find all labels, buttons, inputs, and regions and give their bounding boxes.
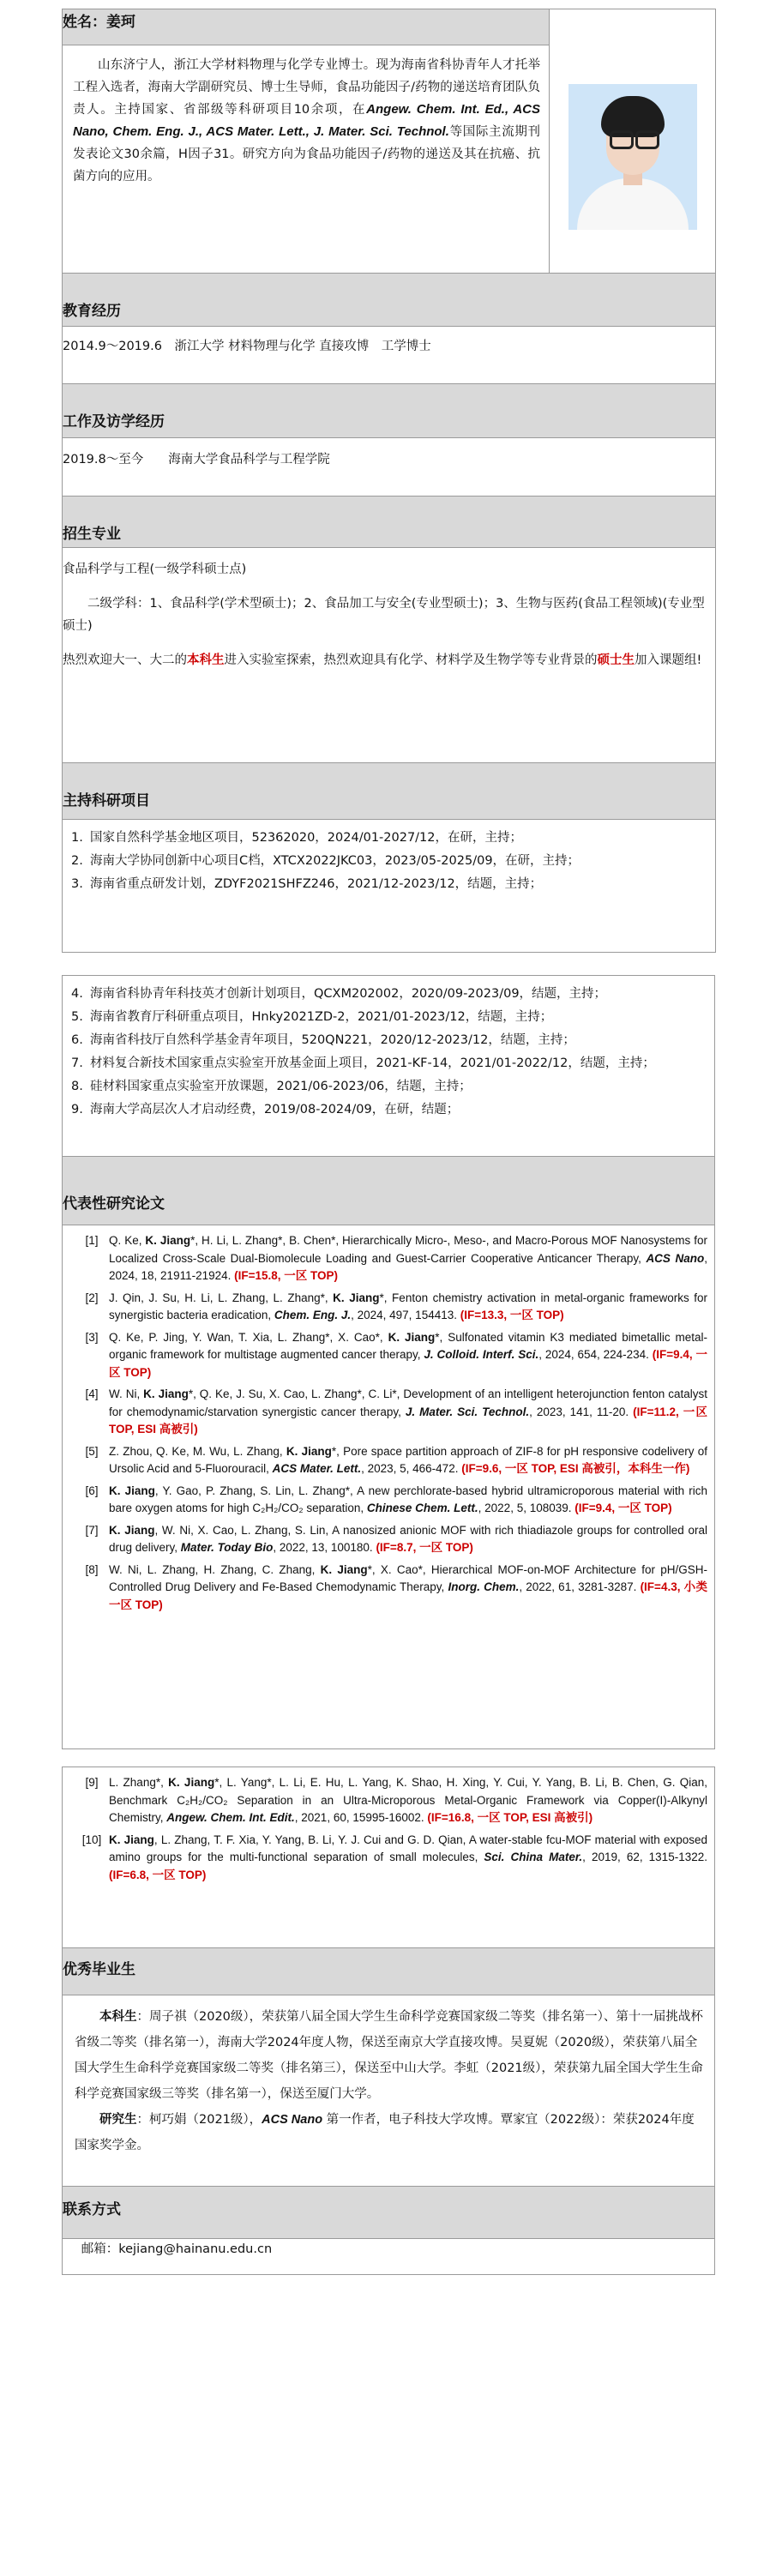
- paper-impact-factor: (IF=9.4, 一区 TOP): [574, 1502, 672, 1514]
- grad-paragraph: 研究生：柯巧娟（2021级），ACS Nano 第一作者，电子科技大学攻博。覃家宜（2022级）：荣获2024年度国家奖学金。: [75, 2113, 695, 2152]
- paper-journal: ACS Mater. Lett.: [272, 1462, 362, 1475]
- paper-item: [75, 1832, 707, 1885]
- paper-citation: [109, 1832, 707, 1885]
- paper-author-highlight: K. Jiang: [320, 1562, 368, 1576]
- paper-journal: Chinese Chem. Lett.: [366, 1502, 478, 1514]
- project-item: [71, 983, 707, 1006]
- paper-impact-factor: (IF=9.4, 一区 TOP): [109, 1348, 707, 1379]
- project-item: [71, 850, 708, 873]
- project-number: 3.: [71, 877, 83, 891]
- paper-number: [3]: [85, 1330, 99, 1344]
- paper-number: [1]: [85, 1234, 99, 1247]
- project-number: 6.: [71, 1033, 83, 1047]
- project-number: 2.: [71, 854, 83, 868]
- paper-authors: J. Qin, J. Su, H. Li, L. Zhang, L. Zhang*,: [109, 1291, 334, 1304]
- paper-journal: Angew. Chem. Int. Edit.: [166, 1811, 295, 1824]
- education-entry: 2014.9～2019.6 浙江大学 材料物理与化学 直接攻博 工学博士: [63, 327, 716, 384]
- paper-number: [5]: [85, 1444, 99, 1458]
- cv-table-2: [62, 975, 715, 1749]
- cv-table-3: [62, 1766, 715, 2275]
- paper-author-highlight: K. Jiang: [333, 1291, 380, 1304]
- paper-authors: Z. Zhou, Q. Ke, M. Wu, L. Zhang,: [109, 1444, 286, 1458]
- paper-journal: Mater. Today Bio: [180, 1541, 274, 1554]
- project-item: [71, 1006, 707, 1029]
- project-text: 海南省科协青年科技英才创新计划项目，QCXM202002，2020/09-2023/09，结题，主持；: [90, 987, 607, 1001]
- name-label: 姓名：姜珂: [63, 14, 135, 31]
- project-item: [71, 1098, 707, 1122]
- paper-citation: [109, 1483, 707, 1518]
- paper-number: [4]: [85, 1387, 99, 1400]
- cv-table: [62, 9, 716, 953]
- paper-citation: [109, 1386, 707, 1439]
- project-item: [71, 1075, 707, 1098]
- project-text: 海南省教育厅科研重点项目，Hnky2021ZD-2，2021/01-2023/12，结题，主持；: [90, 1010, 553, 1024]
- paper-title: , W. Ni, X. Cao, L. Zhang, S. Lin, A nanosized anionic MOF with rich thiadiazole groups for controlled oral drug delivery,: [109, 1523, 707, 1554]
- project-number: 4.: [71, 987, 83, 1001]
- projects-list-1: [63, 820, 716, 953]
- paper-item: [75, 1774, 707, 1827]
- students-body: [63, 1995, 715, 2187]
- paper-number: [7]: [85, 1523, 99, 1537]
- paper-title: *, Q. Ke, J. Su, X. Cao, L. Zhang*, C. Li*, Development of an intelligent heterojunction fenton catalyst for chemodynamic/starvation synergistic cancer therapy,: [109, 1387, 708, 1418]
- paper-volume: , 2021, 60, 15995-16002.: [294, 1811, 428, 1824]
- project-text: 国家自然科学基金地区项目，52362020，2024/01-2027/12，在研，主持；: [90, 831, 523, 845]
- paper-volume: , 2022, 13, 100180.: [273, 1541, 376, 1554]
- paper-volume: , 2024, 18, 21911-21924.: [109, 1251, 707, 1282]
- paper-citation: [109, 1774, 707, 1827]
- contact-header: 联系方式: [63, 2187, 715, 2239]
- work-entry: 2019.8～至今 海南大学食品科学与工程学院: [63, 438, 716, 497]
- project-number: 8.: [71, 1080, 83, 1093]
- paper-title: *, Pore space partition approach of ZIF-8 for pH responsive codelivery of Ursolic Acid and 5-Fluorouracil,: [109, 1444, 707, 1475]
- paper-number: [10]: [81, 1833, 102, 1846]
- portrait-photo: [568, 84, 697, 230]
- paper-volume: , 2022, 61, 3281-3287.: [519, 1580, 641, 1593]
- paper-authors: W. Ni,: [109, 1387, 144, 1400]
- paper-impact-factor: (IF=9.6, 一区 TOP, ESI 高被引，本科生一作): [461, 1462, 690, 1475]
- project-number: 5.: [71, 1010, 83, 1024]
- paper-author-highlight: K. Jiang: [109, 1484, 155, 1497]
- paper-volume: , 2023, 141, 11-20.: [529, 1405, 634, 1418]
- paper-journal: J. Mater. Sci. Technol.: [405, 1405, 530, 1418]
- paper-author-highlight: K. Jiang: [286, 1444, 332, 1458]
- paper-item: [75, 1483, 707, 1518]
- paper-author-highlight: K. Jiang: [143, 1387, 189, 1400]
- paper-authors: L. Zhang*,: [109, 1776, 169, 1789]
- paper-title: , L. Zhang, T. F. Xia, Y. Yang, B. Li, Y. J. Cui and G. D. Qian, A water-stable fcu-MOF material with exposed amino groups for the multi-functional separation of small molecules,: [109, 1833, 707, 1863]
- paper-volume: , 2024, 654, 224-234.: [538, 1348, 653, 1361]
- paper-citation: [109, 1232, 707, 1285]
- intro-cell: [63, 45, 550, 274]
- papers-list-2: [63, 1767, 715, 1948]
- work-header: 工作及访学经历: [63, 384, 716, 438]
- projects-header: 主持科研项目: [63, 763, 716, 820]
- paper-citation: [109, 1290, 707, 1325]
- paper-title: *, X. Cao*, Hierarchical MOF-on-MOF Architecture for pH/GSH-Controlled Drug Delivery and Fe-Based Chemodynamic Therapy,: [109, 1562, 707, 1593]
- project-item: [71, 1052, 707, 1075]
- papers-list-1: [63, 1225, 715, 1749]
- journal-list: Angew. Chem. Int. Ed., ACS Nano, Chem. Eng. J., ACS Mater. Lett., J. Mater. Sci. Technol.: [73, 102, 540, 139]
- majors-primary: 食品科学与工程(一级学科硕士点): [63, 563, 247, 576]
- majors-body: [63, 548, 716, 763]
- intro-text: 山东济宁人，浙江大学材料物理与化学专业博士。现为海南省科协青年人才托举工程入选者，海南大学副研究员、博士生导师，食品功能因子/药物的递送培育团队负责人。主持国家、省部级等科研项目10余项，在Angew. Chem. Int. Ed., ACS Nano, Chem. Eng. J., ACS Mater. Lett., J. Mater. Sci. Technol.等国际主流期刊发表论文30余篇，H因子31。研究方向为食品功能因子/药物的递送及其在抗癌、抗菌方向的应用。: [73, 58, 541, 184]
- paper-journal: ACS Nano: [646, 1251, 705, 1265]
- paper-citation: [109, 1329, 707, 1382]
- paper-volume: , 2022, 5, 108039.: [478, 1502, 575, 1514]
- paper-citation: [109, 1522, 707, 1557]
- education-header: 教育经历: [63, 274, 716, 327]
- paper-volume: , 2019, 62, 1315-1322.: [582, 1851, 707, 1863]
- majors-welcome: 热烈欢迎大一、大二的本科生进入实验室探索，热烈欢迎具有化学、材料学及生物学等专业背景的硕士生加入课题组!: [63, 653, 702, 667]
- papers-header: 代表性研究论文: [63, 1157, 715, 1225]
- projects-list-2: [63, 976, 715, 1157]
- paper-number: [6]: [85, 1484, 99, 1497]
- paper-journal: Inorg. Chem.: [448, 1580, 520, 1593]
- paper-number: [8]: [85, 1562, 99, 1576]
- paper-item: [75, 1443, 707, 1478]
- paper-number: [9]: [85, 1776, 99, 1789]
- paper-authors: Q. Ke, P. Jing, Y. Wan, T. Xia, L. Zhang*, X. Cao*,: [109, 1330, 388, 1344]
- project-number: 9.: [71, 1103, 83, 1116]
- paper-authors: Q. Ke,: [109, 1234, 146, 1247]
- students-header: 优秀毕业生: [63, 1948, 715, 1995]
- project-text: 海南大学协同创新中心项目C档，XTCX2022JKC03，2023/05-2025/09，在研，主持；: [90, 854, 581, 868]
- project-number: 1.: [71, 831, 83, 845]
- project-text: 材料复合新技术国家重点实验室开放基金面上项目，2021-KF-14，2021/01-2022/12，结题，主持；: [90, 1056, 655, 1070]
- project-text: 海南省科技厅自然科学基金青年项目，520QN221，2020/12-2023/12，结题，主持；: [90, 1033, 575, 1047]
- paper-author-highlight: K. Jiang: [109, 1833, 154, 1846]
- project-text: 海南大学高层次人才启动经费，2019/08-2024/09，在研，结题；: [90, 1103, 460, 1116]
- contact-body: [63, 2239, 715, 2275]
- email-text[interactable]: 邮箱：kejiang@hainanu.edu.cn: [81, 2242, 273, 2256]
- paper-title: *, Fenton chemistry activation in metal-organic frameworks for synergistic bacteria eradication,: [109, 1291, 708, 1321]
- paper-citation: [109, 1443, 707, 1478]
- paper-title: *, L. Yang*, L. Li, E. Hu, L. Yang, K. Shao, H. Xing, Y. Cui, Y. Yang, B. Li, B. Chen, G. Qian, Benchmark C₂H₂/CO₂ Separation in an Ultra-Microporous Metal-Organic Framework via Copper(I)-Alkynyl Chemistry,: [109, 1776, 708, 1824]
- paper-journal: Chem. Eng. J.: [274, 1309, 352, 1321]
- photo-cell: [550, 9, 716, 274]
- paper-volume: , 2023, 5, 466-472.: [361, 1462, 462, 1475]
- paper-item: [75, 1386, 707, 1439]
- paper-number: [2]: [85, 1291, 99, 1304]
- paper-authors: W. Ni, L. Zhang, H. Zhang, C. Zhang,: [109, 1562, 321, 1576]
- paper-item: [75, 1232, 707, 1285]
- name-header: [63, 9, 550, 45]
- paper-author-highlight: K. Jiang: [388, 1330, 436, 1344]
- paper-item: [75, 1562, 707, 1615]
- paper-item: [75, 1329, 707, 1382]
- project-text: 海南省重点研发计划，ZDYF2021SHFZ246，2021/12-2023/12，结题，主持；: [90, 877, 543, 891]
- students-text: [63, 1995, 714, 2167]
- majors-secondary: 二级学科：1、食品科学(学术型硕士)；2、食品加工与安全(专业型硕士)；3、生物与医药(食品工程领域)(专业型硕士): [63, 597, 705, 633]
- paper-item: [75, 1290, 707, 1325]
- paper-journal: J. Colloid. Interf. Sci.: [424, 1348, 539, 1361]
- paper-journal: Sci. China Mater.: [484, 1851, 583, 1863]
- paper-title: , Y. Gao, P. Zhang, S. Lin, L. Zhang*, A new perchlorate-based hybrid ultramicroporous material with rich bare oxygen atoms for high C₂H₂/CO₂ separation,: [109, 1484, 707, 1514]
- paper-author-highlight: K. Jiang: [145, 1234, 191, 1247]
- paper-impact-factor: (IF=13.3, 一区 TOP): [460, 1309, 564, 1321]
- project-text: 硅材料国家重点实验室开放课题，2021/06-2023/06，结题，主持；: [90, 1080, 472, 1093]
- paper-volume: , 2024, 497, 154413.: [351, 1309, 460, 1321]
- paper-impact-factor: (IF=11.2, 一区 TOP, ESI 高被引): [109, 1405, 707, 1435]
- paper-impact-factor: (IF=16.8, 一区 TOP, ESI 高被引): [427, 1811, 593, 1824]
- project-item: [71, 1029, 707, 1052]
- cv-sheet: [62, 9, 715, 2275]
- paper-impact-factor: (IF=6.8, 一区 TOP): [109, 1868, 207, 1881]
- paper-item: [75, 1522, 707, 1557]
- majors-header: 招生专业: [63, 497, 716, 548]
- paper-impact-factor: (IF=8.7, 一区 TOP): [376, 1541, 473, 1554]
- paper-author-highlight: K. Jiang: [168, 1776, 215, 1789]
- paper-author-highlight: K. Jiang: [109, 1523, 155, 1537]
- paper-impact-factor: (IF=15.8, 一区 TOP): [234, 1269, 339, 1282]
- paper-citation: [109, 1562, 707, 1615]
- project-item: [71, 827, 708, 850]
- project-item: [71, 873, 708, 896]
- project-number: 7.: [71, 1056, 83, 1070]
- undergrad-paragraph: 本科生：周子祺（2020级），荣获第八届全国大学生生命科学竞赛国家级二等奖（排名第一）、第十一届挑战杯省级二等奖（排名第一），海南大学2024年度人物，保送至南京大学直接攻博。吴夏妮（2020级），荣获第八届全国大学生生命科学竞赛国家级二等奖（排名第三），保送至中山大学。李虹（2021级），荣获第九届全国大学生生命科学竞赛国家级三等奖（排名第一），保送至厦门大学。: [75, 2010, 703, 2101]
- paper-impact-factor: (IF=4.3, 小类一区 TOP): [109, 1580, 707, 1611]
- paper-title: *, H. Li, L. Zhang*, B. Chen*, Hierarchically Micro-, Meso-, and Macro-Porous MOF Nanosystems for Localized Cross-Scale Dual-Biomolecule Loading and Guest-Carrier Cooperative Anticancer Therapy,: [109, 1234, 707, 1265]
- paper-title: *, Sulfonated vitamin K3 mediated bimetallic metal-organic framework for multistage augmented cancer therapy,: [109, 1330, 708, 1361]
